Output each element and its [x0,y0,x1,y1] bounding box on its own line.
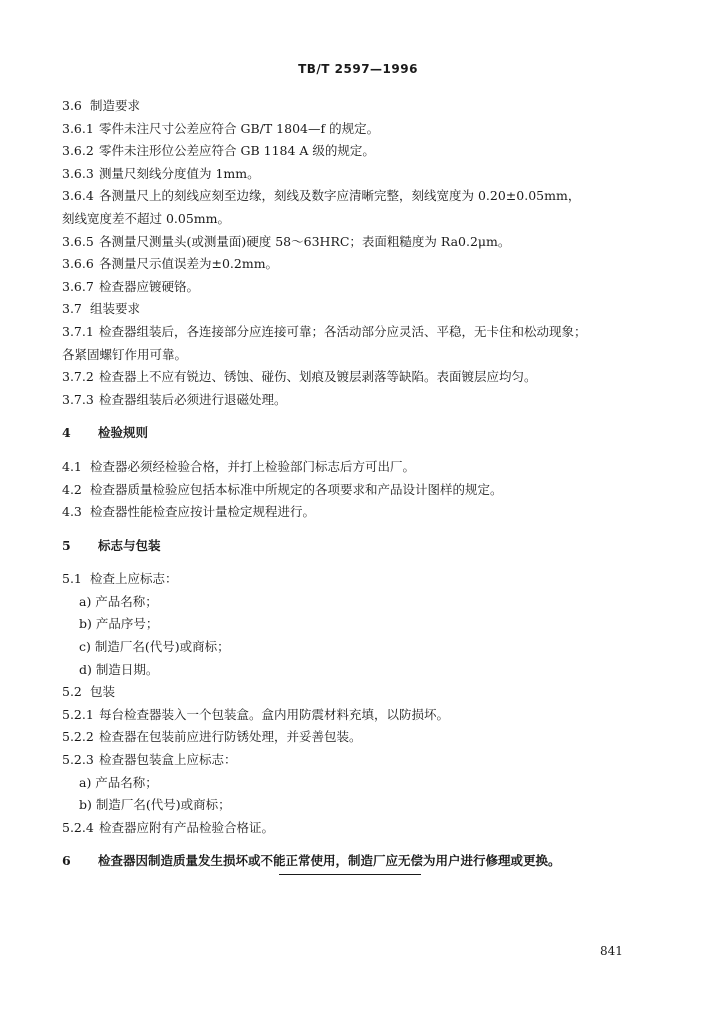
clause-line [62,817,662,840]
clause-number: 3.7 [62,301,82,317]
clause-text: 检查器上不应有锐边、锈蚀、碰伤、划痕及镀层剥落等缺陷。表面镀层应均匀。 [99,369,537,385]
clause-line [62,276,662,299]
clause-text: 各测量尺上的刻线应刻至边缘，刻线及数字应清晰完整，刻线宽度为 0.20±0.05mm， [99,188,581,204]
page-number: 841 [600,944,623,958]
clause-text: 检查器组装后必须进行退磁处理。 [99,391,287,407]
clause-text: 检查器应附有产品检验合格证。 [99,819,275,835]
clause-line [62,185,662,208]
section-gap [62,557,662,568]
clause-text: 检查器因制造质量发生损坏或不能正常使用，制造厂应无偿为用户进行修理或更换。 [98,853,561,869]
continuation-line [62,208,662,231]
clause-line [62,163,662,186]
clause-number: 3.6.5 [62,233,94,249]
clause-text: a) 产品名称； [79,774,158,790]
section-heading [62,422,662,445]
clause-text: a) 产品名称； [79,593,158,609]
clause-number: 5 [62,537,71,553]
clause-text: 标志与包装 [98,537,161,553]
clause-line [62,298,662,321]
clause-number: 6 [62,853,71,869]
clause-number: 3.7.1 [62,323,94,339]
clause-line [62,726,662,749]
clause-number: 3.6.4 [62,188,94,204]
section-gap [62,445,662,456]
clause-number: 4.1 [62,458,82,474]
clause-text: 检查器性能检查应按计量检定规程进行。 [90,504,316,520]
clause-text: 检查上应标志： [90,571,178,587]
clause-text: 检查器包装盒上应标志： [99,752,237,768]
clause-text: b) 产品序号； [79,616,159,632]
clause-text: 刻线宽度差不超过 0.05mm。 [62,210,231,226]
clause-line [62,321,662,344]
clause-text: 检查器应镀硬铬。 [99,278,200,294]
list-item [62,659,662,682]
clause-number: 3.6.1 [62,120,94,136]
clause-text: 检查器质量检验应包括本标准中所规定的各项要求和产品设计图样的规定。 [90,481,503,497]
clause-text: 制造要求 [90,98,141,113]
clause-text: 零件未注形位公差应符合 GB 1184 A 级的规定。 [99,143,375,159]
clause-line [62,568,662,591]
list-item [62,794,662,817]
clause-text: d) 制造日期。 [79,661,159,677]
list-item [62,772,662,795]
page-header [0,62,716,76]
clause-text: 各测量尺示值误差为±0.2mm。 [99,256,279,272]
clause-text: 检验规则 [98,425,149,441]
clause-number: 5.2.1 [62,706,94,722]
clause-text: c) 制造厂名(代号)或商标； [79,639,230,655]
clause-line [62,501,662,524]
list-item [62,591,662,614]
clause-number: 3.7.2 [62,369,94,385]
section-gap [62,411,662,422]
section-gap [62,524,662,535]
clause-line [62,118,662,141]
end-rule [279,874,421,875]
list-item [62,613,662,636]
clause-line [62,749,662,772]
clause-line [62,253,662,276]
clause-line [62,95,662,118]
clause-number: 3.7.3 [62,391,94,407]
clause-text: 检查器必须经检验合格，并打上检验部门标志后方可出厂。 [90,458,416,474]
clause-text: 各测量尺测量头(或测量面)硬度 58～63HRC；表面粗糙度为 Ra0.2μm。 [99,233,511,249]
clause-number: 5.2 [62,684,82,700]
section-heading [62,850,662,873]
clause-line [62,456,662,479]
clause-number: 4.2 [62,481,82,497]
standard-code: TB/T 2597—1996 [298,62,418,76]
clause-number: 5.2.2 [62,729,94,745]
document-body [62,95,662,873]
clause-line [62,140,662,163]
clause-text: 测量尺刻线分度值为 1mm。 [99,165,260,181]
clause-text: 检查器在包装前应进行防锈处理，并妥善包装。 [99,729,362,745]
clause-number: 5.1 [62,571,82,587]
clause-text: 零件未注尺寸公差应符合 GB/T 1804—f 的规定。 [99,120,380,136]
clause-number: 5.2.4 [62,819,94,835]
clause-number: 4.3 [62,504,82,520]
list-item [62,636,662,659]
clause-text: b) 制造厂名(代号)或商标； [79,797,231,813]
clause-number: 5.2.3 [62,752,94,768]
clause-line [62,366,662,389]
clause-line [62,231,662,254]
clause-number: 4 [62,425,71,441]
clause-number: 3.6.6 [62,256,94,272]
clause-text: 包装 [90,684,116,700]
clause-number: 3.6.2 [62,143,94,159]
clause-number: 3.6 [62,98,82,113]
clause-text: 组装要求 [90,301,141,317]
clause-text: 检查器组装后，各连接部分应连接可靠；各活动部分应灵活、平稳，无卡住和松动现象； [99,323,587,339]
clause-text: 各紧固螺钉作用可靠。 [62,346,188,362]
clause-number: 3.6.3 [62,165,94,181]
continuation-line [62,344,662,367]
section-gap [62,839,662,850]
clause-line [62,389,662,412]
clause-line [62,704,662,727]
clause-text: 每台检查器装入一个包装盒。盒内用防震材料充填，以防损坏。 [99,706,450,722]
section-heading [62,535,662,558]
clause-line [62,479,662,502]
clause-number: 3.6.7 [62,278,94,294]
clause-line [62,681,662,704]
